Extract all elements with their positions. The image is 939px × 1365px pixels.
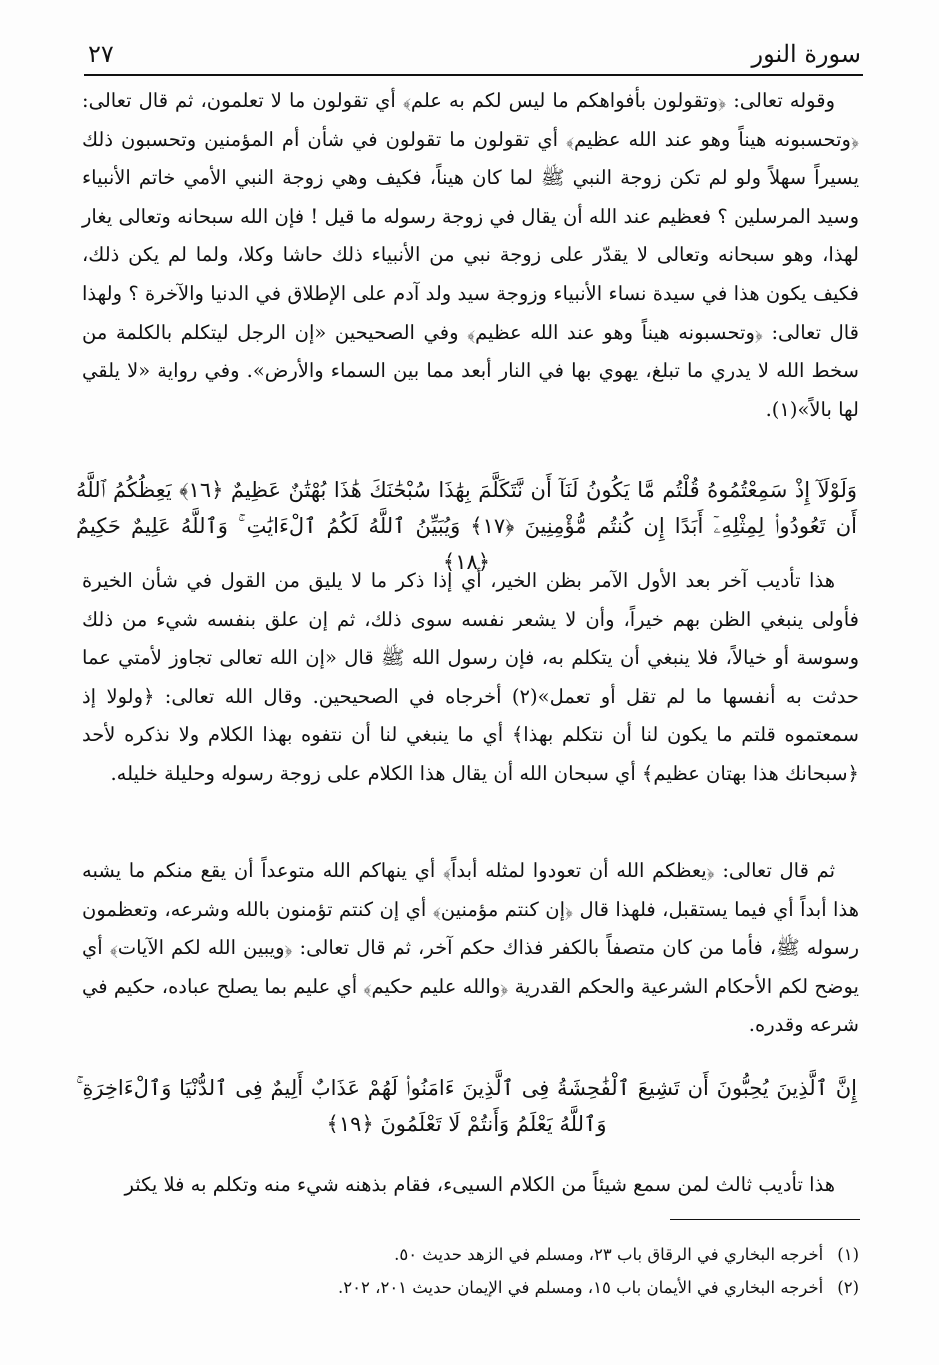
footnote-divider [670, 1219, 860, 1220]
page-header [88, 34, 861, 68]
quran-verse-19 [76, 1070, 857, 1142]
commentary-section-3 [82, 852, 859, 1045]
footnote-text: أخرجه البخاري في الرقاق باب ٢٣، ومسلم في الزهد حديث ٥٠. [394, 1245, 824, 1264]
verse-text: إِنَّ ٱلَّذِينَ يُحِبُّونَ أَن تَشِيعَ ٱلْفَٰحِشَةُ فِى ٱلَّذِينَ ءَامَنُوا۟ لَهُمْ عَذَابٌ أَلِيمٌ فِى ٱلدُّنْيَا وَٱلْءَاخِرَةِ ۚ وَٱللَّهُ يَعْلَمُ وَأَنتُمْ لَا تَعْلَمُونَ ﴿١٩﴾ [76, 1076, 857, 1136]
footnote-2 [80, 1271, 859, 1304]
page-number: ٢٧ [88, 40, 114, 68]
paragraph: ثم قال تعالى: ﴿يعظكم الله أن تعودوا لمثله أبداً﴾ أي ينهاكم الله متوعداً أن يقع منكم ما يشبه هذا أبداً أي فيما يستقبل، فلهذا قال ﴿إن كنتم مؤمنين﴾ أي إن كنتم تؤمنون بالله وشرعه، وتعظمون رسوله ﷺ، فأما من كان متصفاً بالكفر فذاك حكم آخر، ثم قال تعالى: ﴿ويبين الله لكم الآيات﴾ أي يوضح لكم الأحكام الشرعية والحكم القدرية ﴿والله عليم حكيم﴾ أي عليم بما يصلح عباده، حكيم في شرعه وقدره. [82, 859, 859, 1037]
footnote-number: (١) [837, 1245, 859, 1264]
commentary-section-2 [82, 562, 859, 794]
footnote-text: أخرجه البخاري في الأيمان باب ١٥، ومسلم في الإيمان حديث ٢٠١، ٢٠٢. [338, 1278, 824, 1297]
commentary-section-4 [82, 1166, 859, 1205]
surah-title: سورة النور [751, 40, 861, 68]
footnotes [80, 1238, 859, 1304]
paragraph: هذا تأديب ثالث لمن سمع شيئاً من الكلام السيىء، فقام بذهنه شيء منه وتكلم به فلا يكثر [124, 1173, 835, 1196]
paragraph: هذا تأديب آخر بعد الأول الآمر بظن الخير، أي إذا ذكر ما لا يليق من القول في شأن الخيرة فأولى ينبغي الظن بهم خيراً، وأن لا يشعر نفسه سوى ذلك، ثم إن علق بنفسه شيء من ذلك وسوسة أو خيالاً، فلا ينبغي أن يتكلم به، فإن رسول الله ﷺ قال «إن الله تعالى تجاوز لأمتي عما حدثت به أنفسها ما لم تقل أو تعمل»(٢) أخرجاه في الصحيحين. وقال الله تعالى: ﴿ولولا إذ سمعتموه قلتم ما يكون لنا أن نتكلم بهذا﴾ أي ما ينبغي لنا أن نتفوه بهذا الكلام ولا نذكره لأحد ﴿سبحانك هذا بهتان عظيم﴾ أي سبحان الله أن يقال هذا الكلام على زوجة رسوله وحليلة خليله. [82, 569, 859, 785]
header-divider [84, 74, 863, 76]
paragraph: وقوله تعالى: ﴿وتقولون بأفواهكم ما ليس لكم به علم﴾ أي تقولون ما لا تعلمون، ثم قال تعالى: ﴿وتحسبونه هيناً وهو عند الله عظيم﴾ أي تقولون ما تقولون في شأن أم المؤمنين وتحسبون ذلك يسيراً سهلاً ولو لم تكن زوجة النبي ﷺ لما كان هيناً، فكيف وهي زوجة النبي الأمي خاتم الأنبياء وسيد المرسلين ؟ فعظيم عند الله أن يقال في زوجة رسوله ما قيل ! فإن الله سبحانه وتعالى يغار لهذا، وهو سبحانه وتعالى لا يقدّر على زوجة نبي من الأنبياء ذلك حاشا وكلا، ولما لم يكن ذلك، فكيف يكون هذا في سيدة نساء الأنبياء وزوجة سيد ولد آدم على الإطلاق في الدنيا والآخرة ؟ ولهذا قال تعالى: ﴿وتحسبونه هيناً وهو عند الله عظيم﴾ وفي الصحيحين «إن الرجل ليتكلم بالكلمة من سخط الله لا يدري ما تبلغ، يهوي بها في النار أبعد مما بين السماء والأرض». وفي رواية «لا يلقي لها بالاً»(١). [82, 89, 859, 421]
footnote-number: (٢) [837, 1278, 859, 1297]
verse-text: وَلَوْلَآ إِذْ سَمِعْتُمُوهُ قُلْتُم مَّا يَكُونُ لَنَآ أَن نَّتَكَلَّمَ بِهَٰذَا سُبْحَٰنَكَ هَٰذَا بُهْتَٰنٌ عَظِيمٌ ﴿١٦﴾ يَعِظُكُمُ ٱللَّهُ أَن تَعُودُوا۟ لِمِثْلِهِۦٓ أَبَدًا إِن كُنتُم مُّؤْمِنِينَ ﴿١٧﴾ وَيُبَيِّنُ ٱللَّهُ لَكُمُ ٱلْءَايَٰتِ ۚ وَٱللَّهُ عَلِيمٌ حَكِيمٌ ﴿١٨﴾ [76, 478, 857, 574]
commentary-section-1 [82, 82, 859, 429]
footnote-1 [80, 1238, 859, 1271]
